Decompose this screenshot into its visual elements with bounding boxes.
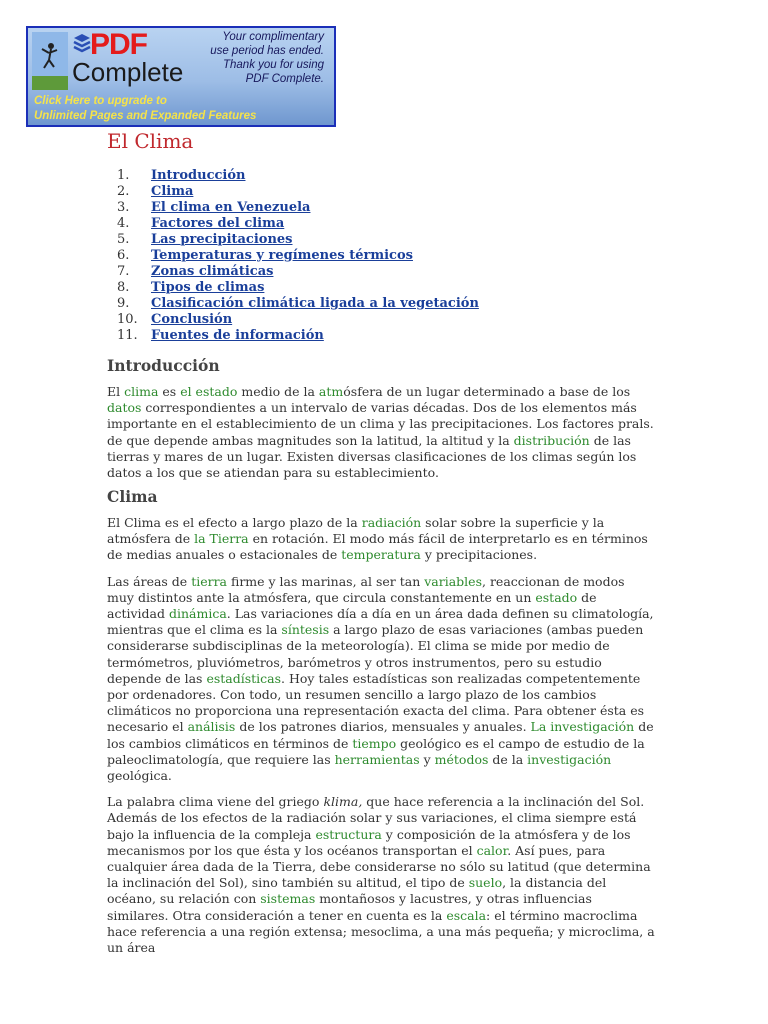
upgrade-link[interactable] bbox=[34, 94, 334, 124]
inline-link[interactable]: escala bbox=[446, 907, 487, 923]
text-run: , la distancia del océano, su relación con bbox=[107, 875, 607, 907]
jumping-person-icon bbox=[32, 32, 68, 90]
inline-link[interactable]: datos bbox=[107, 400, 142, 416]
inline-link[interactable]: herramientas bbox=[334, 751, 420, 767]
pdf-complete-logo bbox=[28, 28, 188, 94]
text-run: geológica. bbox=[107, 768, 172, 784]
text-run: : el término macroclima hace referencia a una región extensa; mesoclima, a una más pequeña; y microclima, a un área bbox=[107, 907, 655, 956]
toc-link[interactable]: Temperaturas y regímenes térmicos bbox=[151, 248, 413, 263]
toc-number: 9. bbox=[117, 296, 130, 311]
text-run: medio de la bbox=[237, 384, 319, 399]
text-run: de actividad bbox=[107, 589, 597, 622]
page-title: El Clima bbox=[107, 129, 194, 153]
inline-link[interactable]: síntesis bbox=[281, 622, 330, 638]
text-run: . Así pues, para cualquier área dada de la Tierra, debe considerarse no sólo su latitud (que determina la inclinación del Sol), sino también su altitud, el tipo de bbox=[107, 842, 651, 891]
inline-link[interactable]: tiempo bbox=[352, 735, 397, 751]
text-run: en rotación. El modo más fácil de interpretarlo es en términos de medias anuales o estacionales de bbox=[107, 531, 648, 563]
text-run: es bbox=[158, 384, 181, 399]
toc-link[interactable]: Factores del clima bbox=[151, 216, 285, 231]
toc-link[interactable]: Introducción bbox=[151, 168, 246, 183]
inline-link[interactable]: La investigación bbox=[530, 719, 635, 735]
text-run: solar sobre la superficie y la atmósfera de bbox=[107, 515, 605, 547]
inline-link[interactable]: la Tierra bbox=[194, 531, 249, 547]
inline-link[interactable]: suelo bbox=[468, 875, 503, 891]
table-of-contents bbox=[107, 168, 655, 344]
toc-number: 7. bbox=[117, 264, 130, 279]
text-run: de la bbox=[488, 751, 528, 767]
toc-number: 8. bbox=[117, 280, 130, 295]
text-run: y bbox=[419, 751, 435, 767]
toc-item bbox=[107, 312, 655, 328]
inline-link[interactable]: sistemas bbox=[260, 891, 316, 907]
inline-link[interactable]: variables bbox=[424, 573, 482, 589]
toc-item bbox=[107, 232, 655, 248]
paragraph bbox=[107, 794, 655, 956]
toc-number: 11. bbox=[117, 328, 138, 343]
toc-item bbox=[107, 280, 655, 296]
text-run: a largo plazo de esas variaciones (ambas pueden considerarse subdisciplinas de la meteorología). El clima se mide por medio de termómetros, pluviómetros, barómetros y otros instrumentos, pero su estudio depende de las bbox=[107, 622, 644, 686]
toc-number: 5. bbox=[117, 232, 130, 247]
text-run: Las áreas de bbox=[107, 573, 192, 589]
toc-number: 1. bbox=[117, 168, 130, 183]
toc-item bbox=[107, 184, 655, 200]
expiry-message bbox=[174, 30, 324, 86]
inline-link[interactable]: clima bbox=[124, 384, 159, 399]
inline-link[interactable]: métodos bbox=[434, 751, 489, 767]
toc-link[interactable]: Fuentes de información bbox=[151, 328, 324, 343]
toc-number: 4. bbox=[117, 216, 130, 231]
text-run: correspondientes a un intervalo de varias décadas. Dos de los elementos más importante en el establecimiento de un clima y las precipitaciones. Los factores prals. de que depende ambas magnitudes son la latitud, la altitud y la bbox=[107, 400, 654, 448]
pdf-complete-banner[interactable] bbox=[26, 26, 336, 127]
inline-link[interactable]: el estado bbox=[180, 384, 238, 399]
toc-number: 10. bbox=[117, 312, 138, 327]
toc-item bbox=[107, 296, 655, 312]
inline-link[interactable]: estructura bbox=[315, 826, 382, 842]
toc-link[interactable]: Tipos de climas bbox=[151, 280, 265, 295]
expiry-line: Your complimentary bbox=[222, 31, 324, 43]
toc-item bbox=[107, 248, 655, 264]
section-heading: Clima bbox=[107, 487, 158, 506]
toc-item bbox=[107, 264, 655, 280]
section-introduccion bbox=[107, 356, 655, 481]
expiry-line: Thank you for using bbox=[222, 59, 324, 71]
inline-link[interactable]: estado bbox=[535, 589, 578, 605]
text-run: geológico es el campo de estudio de la paleoclimatología, que requiere las bbox=[107, 735, 645, 767]
text-run: que hace referencia a la inclinación del Sol. Además de los efectos de la radiación solar y sus variaciones, el clima siempre está bajo la influencia de la compleja bbox=[107, 794, 645, 842]
text-run: ósfera de un lugar determinado a base de los bbox=[343, 384, 631, 399]
text-run: de los cambios climáticos en términos de bbox=[107, 719, 654, 751]
text-run: . Hoy tales estadísticas son realizadas competentemente por ordenadores. Con todo, un resumen sencillo a largo plazo de los cambios climáticos no proporciona una representación exacta del clima. Para obtener ésta es necesario el bbox=[107, 670, 645, 735]
text-run: El bbox=[107, 384, 125, 399]
paragraph bbox=[107, 574, 655, 785]
inline-link[interactable]: análisis bbox=[187, 719, 236, 735]
toc-number: 3. bbox=[117, 200, 130, 215]
inline-link[interactable]: dinámica bbox=[168, 606, 227, 622]
complete-logo-text: Complete bbox=[72, 57, 184, 87]
layers-icon bbox=[72, 32, 92, 56]
pdf-logo-text: PDF bbox=[90, 28, 147, 61]
toc-number: 6. bbox=[117, 248, 130, 263]
toc-link[interactable]: El clima en Venezuela bbox=[151, 200, 311, 215]
italic-text: klima, bbox=[323, 794, 363, 810]
upgrade-line[interactable]: Unlimited Pages and Expanded Features bbox=[34, 110, 257, 122]
expiry-line: use period has ended. bbox=[210, 45, 324, 57]
toc-item bbox=[107, 328, 655, 344]
text-run: de las tierras y mares de un lugar. Existen diversas clasificaciones de los climas según los datos a los que se atiendan para su establecimiento. bbox=[107, 432, 637, 481]
text-run: montañosos y lacustres, y otras influencias similares. Otra consideración a tener en cuenta es la bbox=[107, 891, 592, 923]
inline-link[interactable]: distribución bbox=[513, 432, 590, 448]
upgrade-line[interactable]: Click Here to upgrade to bbox=[34, 95, 167, 107]
text-run: firme y las marinas, al ser tan bbox=[227, 573, 425, 589]
text-run: y precipitaciones. bbox=[420, 547, 538, 563]
toc-link[interactable]: Las precipitaciones bbox=[151, 232, 293, 247]
toc-number: 2. bbox=[117, 184, 130, 199]
expiry-line: PDF Complete. bbox=[245, 73, 324, 85]
inline-link[interactable]: estadísticas bbox=[206, 670, 282, 686]
toc-link[interactable]: Zonas climáticas bbox=[151, 264, 274, 279]
text-run: , reaccionan de modos muy distintos ante la atmósfera, que circula constantemente en un bbox=[107, 573, 625, 605]
toc-link[interactable]: Conclusión bbox=[151, 312, 233, 327]
section-clima bbox=[107, 487, 655, 956]
document-body bbox=[107, 128, 655, 956]
text-run: . Las variaciones día a día en un área dada definen su climatología, mientras que el clima es la bbox=[107, 606, 654, 638]
inline-link[interactable]: investigación bbox=[527, 751, 612, 767]
inline-link[interactable]: tierra bbox=[191, 573, 228, 589]
toc-item bbox=[107, 200, 655, 216]
toc-link[interactable]: Clasificación climática ligada a la vegetación bbox=[151, 296, 479, 311]
section-heading: Introducción bbox=[107, 356, 220, 375]
text-run: y composición de la atmósfera y de los mecanismos por los que ésta y los océanos transportan el bbox=[107, 826, 631, 858]
text-run: La palabra clima viene del griego bbox=[107, 794, 324, 810]
paragraph bbox=[107, 384, 655, 481]
toc-item bbox=[107, 168, 655, 184]
paragraph bbox=[107, 515, 655, 564]
toc-item bbox=[107, 216, 655, 232]
text-run: de los patrones diarios, mensuales y anuales. bbox=[235, 719, 531, 735]
inline-link[interactable]: temperatura bbox=[341, 547, 421, 563]
toc-link[interactable]: Clima bbox=[151, 184, 194, 199]
inline-link[interactable]: calor bbox=[476, 842, 508, 858]
inline-link[interactable]: atm bbox=[318, 384, 344, 399]
text-run: El Clima es el efecto a largo plazo de la bbox=[107, 515, 362, 530]
inline-link[interactable]: radiación bbox=[361, 515, 422, 530]
